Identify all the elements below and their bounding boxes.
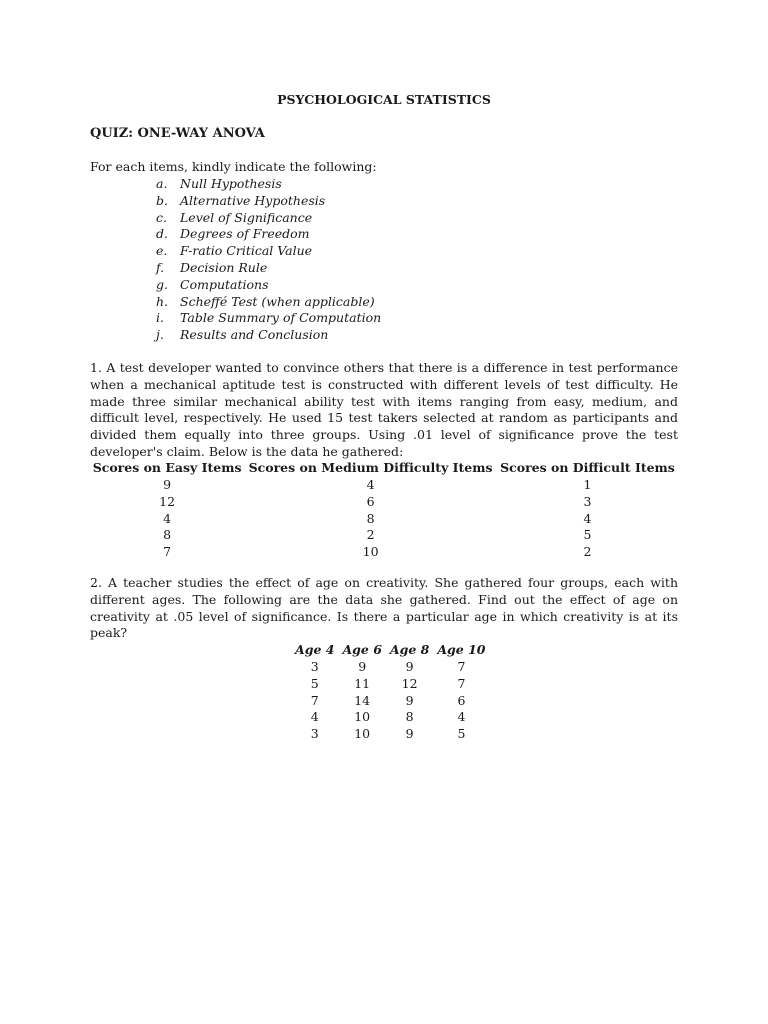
column-header-age-4: Age 4 (295, 642, 335, 657)
table-cell: 9 (405, 726, 414, 742)
table-cell: 9 (405, 659, 414, 674)
column-header-difficult: Scores on Difficult Items (500, 460, 675, 475)
table-cell: 10 (354, 726, 371, 742)
table-cell: 4 (310, 709, 319, 725)
table-cell: 10 (354, 709, 371, 725)
table-cell: 5 (310, 675, 319, 691)
list-item-letter: b. (156, 192, 168, 208)
list-item (156, 176, 381, 193)
table-row (90, 477, 678, 494)
table-cell: 2 (583, 544, 592, 560)
list-item-letter: j. (156, 327, 164, 343)
column-header-easy: Scores on Easy Items (92, 460, 242, 475)
table-cell: 7 (163, 544, 172, 560)
list-item (156, 277, 381, 294)
table-row (291, 676, 490, 693)
instructions-intro: For each items, kindly indicate the following: (90, 159, 377, 174)
list-item-letter: e. (156, 243, 168, 259)
list-item-text: Alternative Hypothesis (180, 192, 326, 208)
table-cell: 6 (366, 493, 375, 509)
document-title: PSYCHOLOGICAL STATISTICS (277, 92, 491, 107)
table-cell: 4 (583, 510, 592, 526)
list-item-text: Computations (180, 276, 269, 292)
instruction-list (156, 176, 381, 344)
table-cell: 12 (159, 493, 176, 509)
table-cell: 3 (310, 726, 319, 742)
table-cell: 4 (163, 510, 172, 526)
table-header-row (291, 641, 490, 659)
list-item-text: Null Hypothesis (180, 176, 282, 191)
list-item-letter: h. (156, 293, 169, 309)
table-row (90, 544, 678, 561)
table-cell: 3 (310, 659, 319, 674)
list-item (156, 327, 381, 344)
table-cell: 8 (163, 527, 172, 543)
table-row (291, 726, 490, 743)
list-item-text: Decision Rule (180, 259, 268, 275)
column-header-age-10: Age 10 (437, 642, 486, 657)
list-item-text: Table Summary of Computation (180, 310, 382, 326)
table-cell: 1 (583, 477, 592, 492)
list-item (156, 310, 381, 327)
list-item (156, 193, 381, 210)
question-1-table (90, 459, 678, 561)
table-header-row (90, 459, 678, 477)
table-cell: 2 (366, 527, 375, 543)
table-row (291, 659, 490, 676)
question-2-text: 2. A teacher studies the effect of age on creativity. She gathered four groups, each with different ages. The following are the data she gathered. Find out the effect of age on creativity at .05 level of significance. Is there a particular age in which creativity is at its peak? (90, 575, 678, 641)
list-item (156, 226, 381, 243)
list-item (156, 210, 381, 227)
column-header-medium: Scores on Medium Difficulty Items (248, 460, 493, 475)
question-2-table (291, 641, 490, 743)
table-cell: 7 (310, 692, 319, 708)
table-cell: 6 (457, 692, 466, 708)
list-item-text: Scheffé Test (when applicable) (180, 293, 375, 309)
table-cell: 9 (405, 692, 414, 708)
table-cell: 3 (583, 493, 592, 509)
question-1-text: 1. A test developer wanted to convince others that there is a difference in test performance when a mechanical aptitude test is constructed with different levels of test difficulty. He made three similar mechanical ability test with items ranging from easy, medium, and difficult level, respectively. He used 15 test takers selected at random as participants and divided them equally into three groups. Using .01 level of significance prove the test developer's claim. Below is the data he gathered: (90, 360, 678, 459)
list-item-letter: g. (156, 276, 168, 292)
table-cell: 9 (358, 659, 367, 674)
table-cell: 7 (457, 675, 466, 691)
list-item (156, 294, 381, 311)
table-cell: 10 (362, 544, 379, 560)
table-row (90, 527, 678, 544)
table-cell: 12 (401, 675, 418, 691)
list-item-text: Results and Conclusion (180, 327, 329, 343)
list-item (156, 260, 381, 277)
table-cell: 9 (163, 477, 172, 492)
table-cell: 11 (354, 675, 371, 691)
table-row (90, 494, 678, 511)
table-cell: 4 (457, 709, 466, 725)
list-item-letter: a. (156, 176, 168, 191)
list-item-letter: f. (156, 259, 165, 275)
column-header-age-6: Age 6 (342, 642, 382, 657)
quiz-title: QUIZ: ONE-WAY ANOVA (90, 126, 265, 141)
table-row (291, 693, 490, 710)
table-cell: 7 (457, 659, 466, 674)
table-cell: 5 (583, 527, 592, 543)
list-item-letter: d. (156, 226, 168, 242)
column-header-age-8: Age 8 (389, 642, 430, 657)
list-item-text: Level of Significance (180, 209, 313, 225)
table-row (90, 511, 678, 528)
table-cell: 5 (457, 726, 466, 742)
list-item (156, 243, 381, 260)
list-item-text: F-ratio Critical Value (180, 243, 313, 259)
table-cell: 8 (366, 510, 375, 526)
table-cell: 14 (354, 692, 371, 708)
table-cell: 4 (366, 477, 375, 492)
list-item-text: Degrees of Freedom (180, 226, 310, 242)
table-row (291, 709, 490, 726)
list-item-letter: c. (156, 209, 167, 225)
table-cell: 8 (405, 709, 414, 725)
list-item-letter: i. (156, 310, 164, 326)
